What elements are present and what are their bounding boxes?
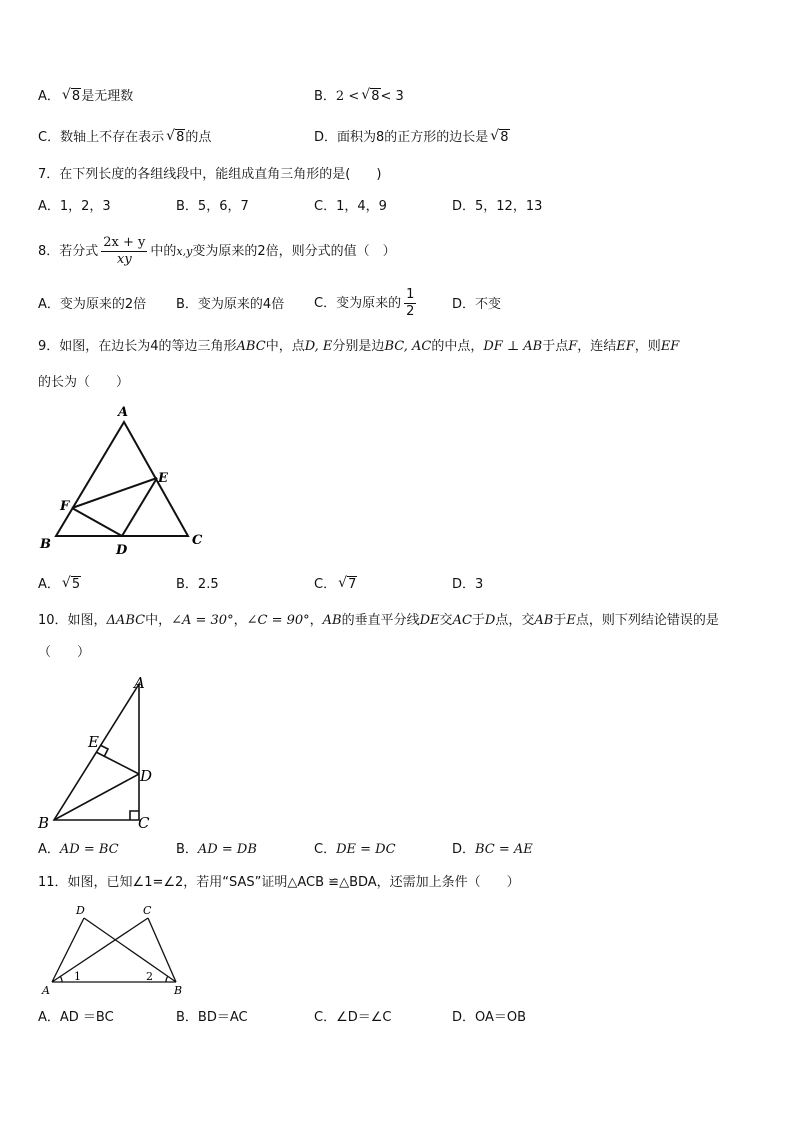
fraction xyxy=(404,287,416,320)
label-B: B xyxy=(40,537,51,552)
fraction-numerator: 2x + y xyxy=(103,235,146,250)
q10-option-c xyxy=(314,841,396,859)
q10-stem-line1 xyxy=(38,612,719,630)
math: F xyxy=(568,339,578,354)
label-A: A xyxy=(118,405,129,420)
label-B: B xyxy=(174,984,183,997)
math: D, E xyxy=(304,339,333,354)
option-label: A． xyxy=(38,89,60,104)
option-expr: BC = AE xyxy=(475,842,533,857)
option-expr: < 3 xyxy=(380,89,404,104)
q7-option-c: C．1，4，9 xyxy=(314,199,387,214)
q11-figure xyxy=(38,900,198,1000)
q10-option-d xyxy=(452,841,533,859)
q8-option-b: B．变为原来的4倍 xyxy=(176,297,285,312)
sqrt-symbol: √ 8 xyxy=(166,128,185,145)
q7-option-a: A．1，2，3 xyxy=(38,199,111,214)
stem-text: 中， xyxy=(145,613,172,628)
label-E: E xyxy=(88,733,99,751)
option-text: C．数轴上不存在表示 xyxy=(38,130,165,145)
q8-option-d: D．不变 xyxy=(452,297,502,312)
label-C: C xyxy=(192,533,203,548)
stem-text: 于 xyxy=(471,613,485,628)
variables: x,y xyxy=(176,245,193,258)
label-B: B xyxy=(38,814,50,832)
q11-option-b: B．BD＝AC xyxy=(176,1010,248,1025)
q7-option-d: D．5，12，13 xyxy=(452,199,543,214)
stem-text: 点，交 xyxy=(495,613,535,628)
fraction-denominator: xy xyxy=(116,252,132,267)
stem-text: 分别是边 xyxy=(332,339,385,354)
label-E: E xyxy=(158,471,168,486)
radicand: 8 xyxy=(176,130,185,145)
stem-text: 的中点， xyxy=(431,339,484,354)
q11-option-a: A．AD ＝BC xyxy=(38,1010,114,1025)
stem-text: 的垂直平分线 xyxy=(341,613,420,628)
label-D: D xyxy=(116,543,128,558)
stem-text: 交 xyxy=(439,613,453,628)
q11-option-d: D．OA＝OB xyxy=(452,1010,527,1025)
sqrt-symbol: √ 5 xyxy=(61,575,81,592)
math: EF xyxy=(660,339,680,354)
option-label: B． xyxy=(176,842,198,857)
math: AB xyxy=(534,613,554,628)
stem-text: ，连结 xyxy=(577,339,617,354)
stem-text: 9．如图，在边长为4的等边三角形 xyxy=(38,339,237,354)
stem-text: ， xyxy=(233,613,247,628)
q11-option-c: C．∠D＝∠C xyxy=(314,1010,392,1025)
q11-stem: 11．如图，已知∠1=∠2，若用“SAS”证明△ACB ≌△BDA，还需加上条件（ ） xyxy=(38,875,520,890)
q6-option-b xyxy=(314,88,404,106)
option-expr: DE = DC xyxy=(336,842,396,857)
math: BC, AC xyxy=(384,339,432,354)
radicand: 7 xyxy=(348,577,357,592)
option-text: D．面积为8的正方形的边长是 xyxy=(314,130,489,145)
q6-option-a xyxy=(38,88,133,106)
q10-option-b xyxy=(176,841,257,859)
q9-figure xyxy=(36,400,216,560)
math: ΔABC xyxy=(106,613,146,628)
math: AC xyxy=(452,613,472,628)
q9-option-b: B．2.5 xyxy=(176,577,219,592)
label-F: F xyxy=(60,499,70,514)
q8-option-a: A．变为原来的2倍 xyxy=(38,297,147,312)
stem-text: 8．若分式 xyxy=(38,244,99,259)
stem-text: 点，则下列结论错误的是 xyxy=(575,613,719,628)
angle-label-1: 1 xyxy=(74,970,81,983)
option-text: 的点 xyxy=(185,130,212,145)
q8-stem xyxy=(38,234,396,270)
sqrt-symbol: √ 7 xyxy=(338,575,357,592)
q10-stem-line2: （ ） xyxy=(38,645,91,660)
sqrt-symbol: √ 8 xyxy=(361,87,380,104)
fraction-numerator: 1 xyxy=(406,287,415,302)
q7-stem: 7．在下列长度的各组线段中，能组成直角三角形的是( ) xyxy=(38,167,382,182)
option-label: D． xyxy=(452,842,476,857)
math: E xyxy=(566,613,576,628)
q9-stem-line1 xyxy=(38,338,679,356)
stem-text: 于 xyxy=(553,613,567,628)
sqrt-symbol: √ 8 xyxy=(61,87,81,104)
label-A: A xyxy=(42,984,50,997)
q9-option-a xyxy=(38,576,81,594)
radicand: 8 xyxy=(71,89,81,104)
stem-text: 中的 xyxy=(150,244,177,259)
option-expr: AD = BC xyxy=(59,842,119,857)
label-D: D xyxy=(140,767,153,785)
option-text: 是无理数 xyxy=(81,89,134,104)
label-C: C xyxy=(138,814,150,832)
option-label: C． xyxy=(314,577,337,592)
label-C: C xyxy=(143,904,152,917)
q10-option-a xyxy=(38,841,119,859)
option-label: A． xyxy=(38,577,60,592)
math: D xyxy=(484,613,496,628)
option-text: C．变为原来的 xyxy=(314,296,402,311)
q6-option-c xyxy=(38,129,211,147)
q9-option-d: D．3 xyxy=(452,577,484,592)
label-D: D xyxy=(76,904,85,917)
q9-option-c xyxy=(314,576,357,594)
math: DE xyxy=(419,613,440,628)
label-A: A xyxy=(134,674,145,692)
q8-option-c xyxy=(314,286,419,322)
q7-option-b: B．5，6，7 xyxy=(176,199,249,214)
angle-label-2: 2 xyxy=(146,970,153,983)
math: EF xyxy=(616,339,635,354)
sqrt-symbol: √ 8 xyxy=(490,128,509,145)
option-expr: 2 < xyxy=(335,89,360,104)
stem-text: 变为原来的2倍，则分式的值（ ） xyxy=(192,244,396,259)
stem-text: 10．如图， xyxy=(38,613,107,628)
radicand: 8 xyxy=(371,89,380,104)
fraction-denominator: 2 xyxy=(406,304,415,319)
option-label: C． xyxy=(314,842,337,857)
math: DF ⊥ AB xyxy=(483,339,543,354)
q6-option-d xyxy=(314,129,510,147)
radicand: 8 xyxy=(500,130,509,145)
radicand: 5 xyxy=(71,577,81,592)
stem-text: ， xyxy=(309,613,323,628)
stem-text: 中，点 xyxy=(265,339,305,354)
q9-stem-line2: 的长为（ ） xyxy=(38,375,130,390)
option-label: A． xyxy=(38,842,60,857)
stem-text: ，则 xyxy=(634,339,661,354)
math: ABC xyxy=(236,339,266,354)
option-label: B． xyxy=(314,89,336,104)
stem-text: 于点 xyxy=(542,339,569,354)
math: ∠C = 90° xyxy=(246,613,310,628)
q10-figure xyxy=(34,670,164,835)
option-expr: AD = DB xyxy=(197,842,257,857)
math: AB xyxy=(322,613,342,628)
fraction xyxy=(101,235,147,268)
math: ∠A = 30° xyxy=(171,613,234,628)
